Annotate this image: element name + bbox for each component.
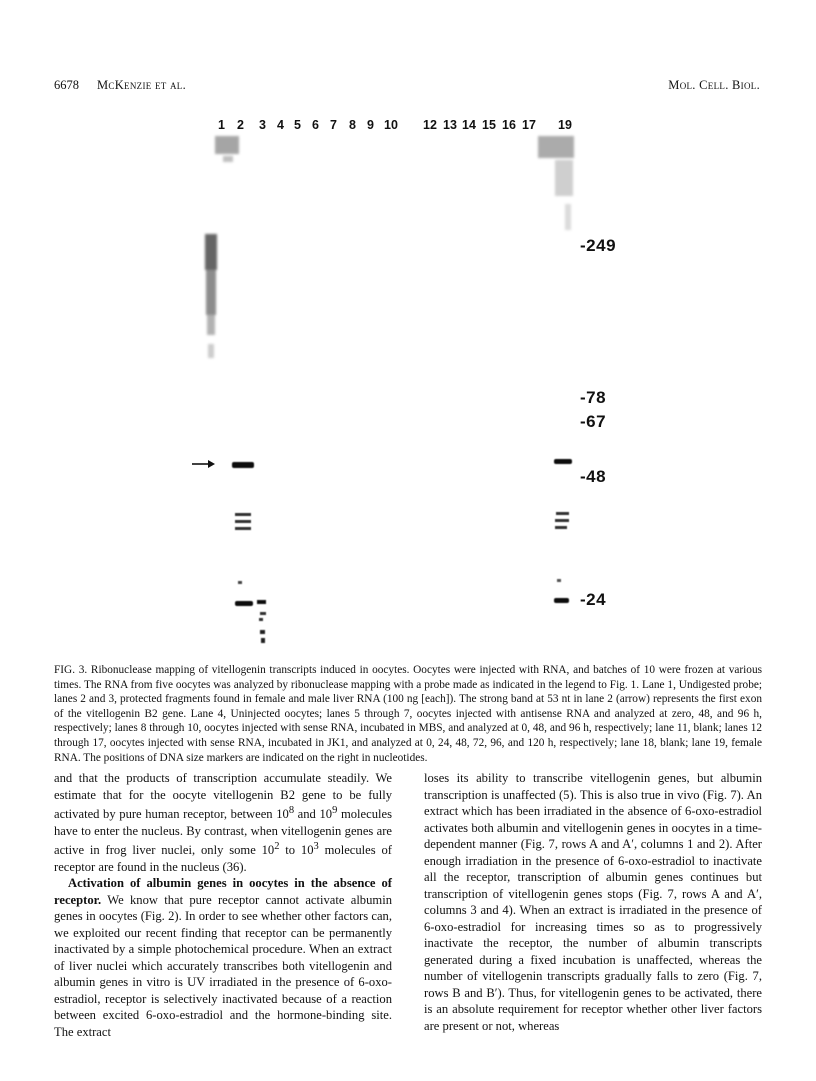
lane-label: 5	[294, 118, 301, 132]
arrow-icon	[192, 460, 215, 468]
caption-label: FIG. 3.	[54, 664, 88, 676]
body-column-right	[424, 770, 762, 1034]
lane-label: 9	[367, 118, 374, 132]
lane-label: 6	[312, 118, 319, 132]
body-paragraph: loses its ability to transcribe vitellogenin genes, but albumin transcription is unaffected (5). This is also true in vivo (Fig. 7). An extract which has been irradiated in the absence of 6-oxo-estradiol activates both albumin and vitellogenin genes in oocytes in a time-dependent manner (Fig. 7, rows A and A′, columns 1 and 2). After enough irradiation in the presence of 6-oxo-estradiol to inactivate all the receptor, transcription of albumin genes continues but transcription of vitellogenin genes stops (Fig. 7, rows A and A′, columns 3 and 4). When an extract is irradiated in the presence of 6-oxo-estradiol for increasing times so as to progressively inactivate the receptor, the number of albumin transcripts generated during a fixed incubation is unaffected, whereas the number of vitellogenin transcripts gradually falls to zero (Fig. 7, rows B and B′). Thus, for vitellogenin genes to be activated, there is an absolute requirement for receptor whether other liver factors are present or not, whereas	[424, 771, 762, 1033]
page-number: 6678	[54, 78, 79, 92]
lane-label: 3	[259, 118, 266, 132]
running-header	[54, 78, 760, 96]
lane-label: 8	[349, 118, 356, 132]
lane-label: 14	[462, 118, 476, 132]
running-authors: McKenzie et al.	[97, 78, 187, 92]
figure-caption	[54, 663, 762, 765]
lane-label: 15	[482, 118, 496, 132]
caption-text: Ribonuclease mapping of vitellogenin transcripts induced in oocytes. Oocytes were injected with RNA, and batches of 10 were frozen at various times. The RNA from five oocytes was analyzed by ribonuclease mapping with a probe made as indicated in the legend to Fig. 1. Lane 1, Undigested probe; lanes 2 and 3, protected fragments found in female and male liver RNA (100 ng [each]). The strong band at 53 nt in lane 2 (arrow) represents the first exon of the vitellogenin B2 gene. Lane 4, Uninjected oocytes; lanes 5 through 7, oocytes injected with antisense RNA and analyzed at zero, 48, and 96 h, respectively; lanes 8 through 10, oocytes injected with sense RNA, incubated in MBS, and analyzed at 0, 48, and 96 h, respectively; lane 11, blank; lanes 12 through 17, oocytes injected with sense RNA, incubated in JK1, and analyzed at 0, 24, 48, 72, 96, and 120 h, respectively; lane 18, blank; lane 19, female RNA. The positions of DNA size markers are indicated on the right in nucleotides.	[54, 664, 763, 764]
lane-label: 7	[330, 118, 337, 132]
section-heading: Activation of albumin genes in oocytes in the absence of receptor.	[54, 876, 392, 907]
lane-label: 1	[218, 118, 225, 132]
gel-image	[160, 112, 680, 657]
bands	[232, 459, 572, 643]
lane-1-smear	[205, 136, 239, 358]
size-marker: -249	[580, 236, 617, 255]
gel-figure	[160, 112, 680, 657]
lane-label: 17	[522, 118, 536, 132]
body-paragraph: and that the products of transcription accumulate steadily. We estimate that for the oocyte vitellogenin B2 gene to be fully activated by pure human receptor, between $10^8$ and $10^9$ molecules have to enter the nucleus. By contrast, when vitellogenin genes are active in frog liver nuclei, only some $10^2$ to $10^3$ molecules of receptor are found in the nucleus (36).	[54, 771, 392, 874]
lane-label: 19	[558, 118, 572, 132]
lane-label: 2	[237, 118, 244, 132]
lane-label: 13	[443, 118, 457, 132]
body-column-left	[54, 770, 392, 1040]
journal-name: Mol. Cell. Biol.	[668, 78, 760, 92]
lane-label: 12	[423, 118, 437, 132]
size-marker: -48	[580, 467, 607, 486]
size-marker: -78	[580, 388, 607, 407]
lane-19-smear	[538, 136, 574, 230]
lane-label: 4	[277, 118, 284, 132]
size-marker: -67	[580, 412, 607, 431]
lane-label: 10	[384, 118, 398, 132]
body-paragraph: Activation of albumin genes in oocytes in the absence of receptor. We know that pure receptor cannot activate albumin genes in oocytes (Fig. 2). In order to see whether other factors can, we exploited our recent finding that receptor can be permanently inactivated by a simple photochemical procedure. When an extract of liver nuclei which accurately transcribes both vitellogenin and albumin genes in vitro is UV irradiated in the presence of 6-oxo-estradiol, receptor is selectively inactivated because of a reaction between excited 6-oxo-estradiol and the hormone-binding site. The extract	[54, 876, 392, 1039]
size-marker: -24	[580, 590, 607, 609]
lane-label: 16	[502, 118, 516, 132]
